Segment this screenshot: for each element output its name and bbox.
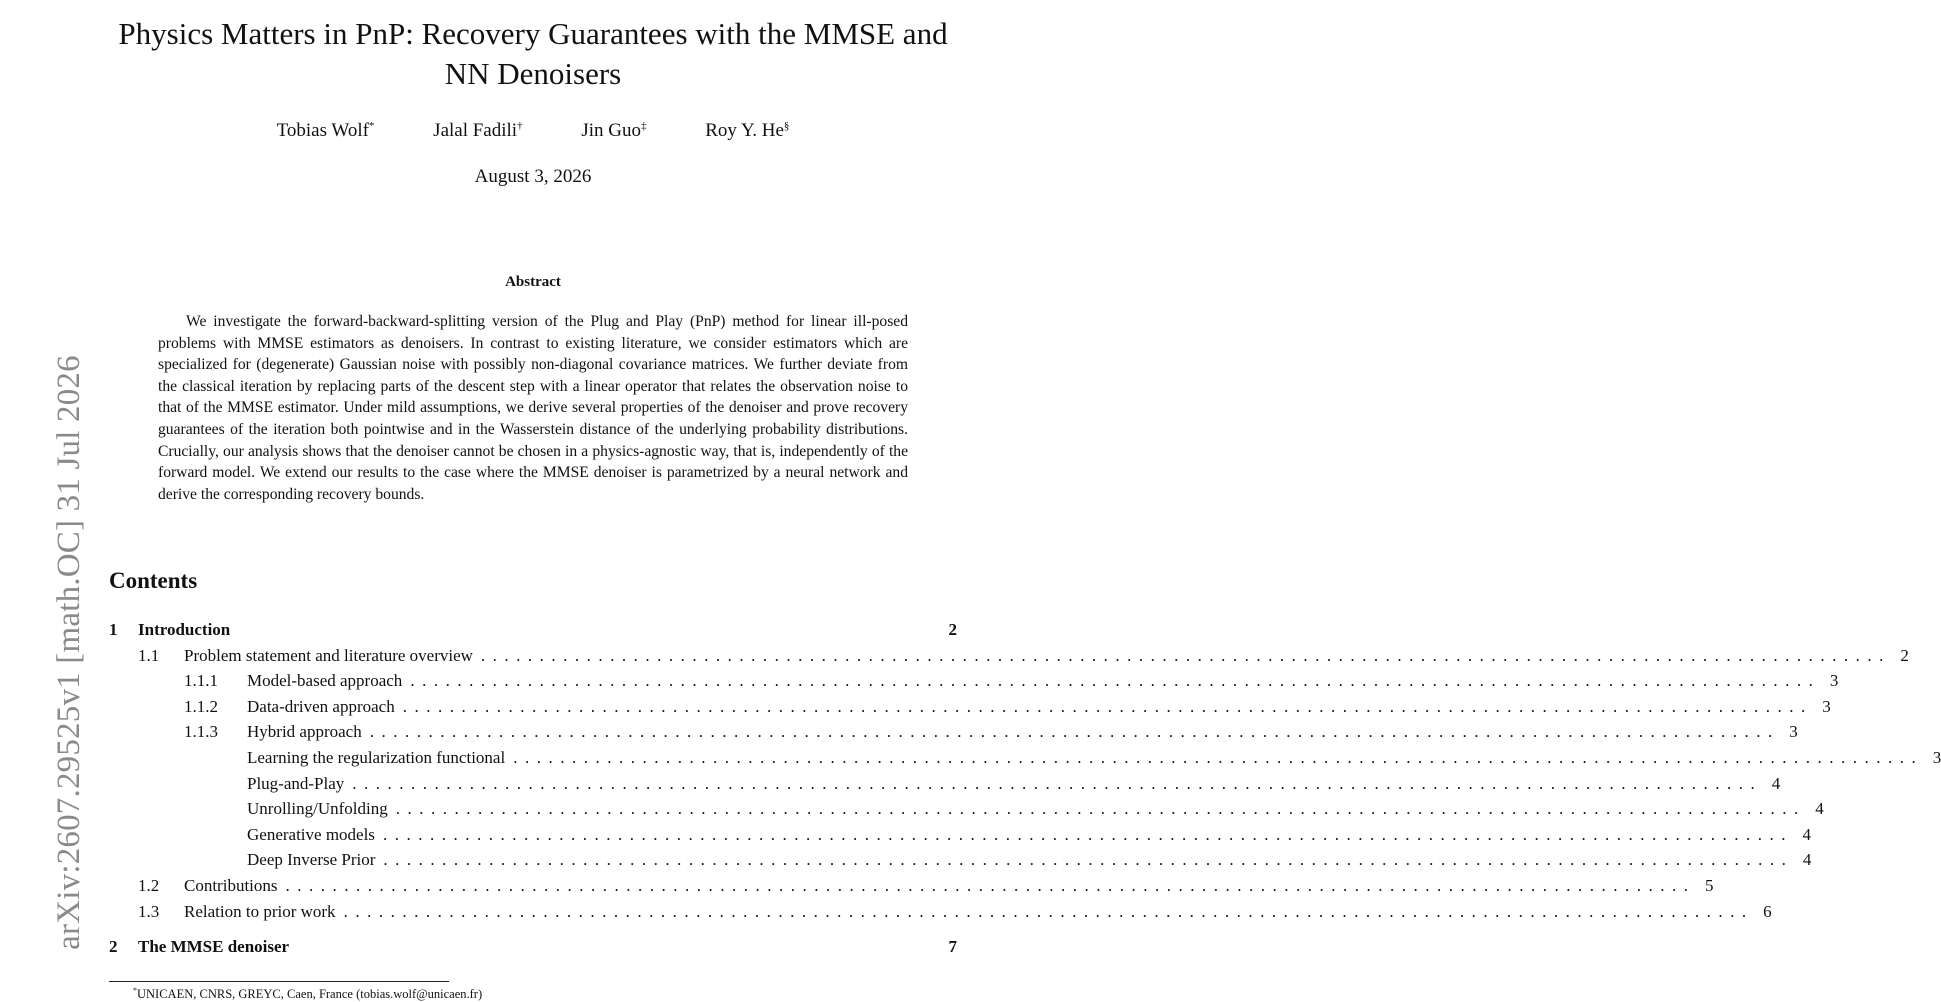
toc-subsection-entry[interactable] [109, 873, 1714, 899]
toc-leader-dots: ........................................................................................................................ [285, 875, 1696, 895]
toc-leader-dots: ........................................................................................................................ [369, 722, 1780, 742]
toc-entry-page[interactable]: 5 [1705, 875, 1714, 895]
publication-date: August 3, 2026 [474, 166, 592, 187]
toc-entry-label[interactable]: Introduction [138, 620, 231, 639]
toc-section-entry[interactable] [109, 934, 957, 960]
author-list [95, 118, 971, 144]
author-name: Jin Guo [581, 120, 641, 141]
arxiv-id: arXiv:2607.29525v1 [math.OC] 31 Jul 2026 [51, 355, 87, 950]
toc-subsection-entry[interactable] [109, 771, 1781, 797]
author [277, 118, 375, 144]
toc-entry-label[interactable]: Deep Inverse Prior [247, 850, 376, 870]
footnote-text: UNICAEN, CNRS, GREYC, Caen, France (tobias.wolf@unicaen.fr) [137, 987, 483, 1001]
toc-entry-label[interactable]: Generative models [247, 824, 375, 844]
toc-entry-label[interactable]: Unrolling/Unfolding [247, 799, 388, 819]
toc-leader-dots: ........................................................................................................................ [395, 799, 1806, 819]
toc-subsection-entry[interactable] [109, 694, 1831, 720]
author-name: Roy Y. He [705, 120, 784, 141]
toc-subsection-entry[interactable] [109, 719, 1798, 745]
toc-leader-dots: ........................................................................................................................ [410, 671, 1821, 691]
toc-entry-page[interactable]: 4 [1802, 850, 1812, 870]
toc-section-entry[interactable] [109, 617, 957, 643]
toc-subsection-entry[interactable] [109, 643, 1909, 669]
toc-entry-number: 1.2 [138, 875, 160, 895]
toc-entry-label[interactable]: Relation to prior work [184, 901, 336, 921]
contents-heading: Contents [109, 568, 198, 593]
abstract-heading: Abstract [505, 274, 561, 290]
author-name: Jalal Fadili [433, 120, 518, 141]
footnote-rule [109, 981, 449, 982]
toc-subsection-entry[interactable] [109, 668, 1839, 694]
toc-entry-label[interactable]: Data-driven approach [247, 696, 395, 716]
author [433, 118, 522, 144]
toc-leader-dots: ........................................................................................................................ [352, 773, 1763, 793]
toc-entry-page[interactable]: 2 [1900, 645, 1909, 665]
toc-entry-label[interactable]: The MMSE denoiser [138, 937, 290, 957]
toc-gap [109, 924, 957, 934]
toc-entry-number: 1.1 [138, 645, 160, 665]
toc-entry-page[interactable]: 4 [1771, 773, 1781, 793]
toc-entry-page[interactable]: 3 [1932, 747, 1941, 767]
toc-entry-page[interactable]: 6 [1763, 901, 1772, 921]
toc-entry-page[interactable]: 4 [1815, 799, 1824, 819]
author-mark: § [783, 120, 790, 132]
toc-leader-dots: ........................................................................................................................ [383, 850, 1794, 870]
toc-subsection-entry[interactable] [109, 796, 1824, 822]
author-mark: ‡ [640, 120, 647, 132]
toc-leader-dots: ........................................................................................................................ [402, 696, 1813, 716]
toc-entry-number: 1.1.3 [184, 722, 218, 742]
toc-entry-label[interactable]: Contributions [184, 875, 278, 895]
toc-entry-label[interactable]: Plug-and-Play [247, 773, 345, 793]
toc-entry-number: 1 [109, 620, 118, 639]
author [705, 118, 789, 144]
toc-entry-label[interactable]: Learning the regularization functional [247, 747, 506, 767]
toc-entry-label[interactable]: Model-based approach [247, 671, 403, 691]
toc-entry-number: 2 [109, 937, 118, 957]
author-mark: † [517, 120, 523, 132]
author [581, 118, 646, 144]
toc-leader-dots: ........................................................................................................................ [343, 901, 1754, 921]
toc-leader-dots: ........................................................................................................................ [382, 824, 1793, 844]
toc-entry-page[interactable]: 3 [1789, 722, 1798, 742]
footnote-mark: * [133, 986, 137, 995]
abstract-text: We investigate the forward-backward-splitting version of the Plug and Play (PnP) method for linear ill-posed problems with MMSE estimators as denoisers. In contrast to existing literature, we consider estimators which are specialized for (degenerate) Gaussian noise with possibly non-diagonal covariance matrices. We further deviate from the classical iteration by replacing parts of the descent step with a linear operator that relates the observation noise to that of the MMSE estimator. Under mild assumptions, we derive several properties of the denoiser and prove recovery guarantees of the iteration both pointwise and in the Wasserstein distance of the underlying probability distributions. Crucially, our analysis shows that the denoiser cannot be chosen in a physics-agnostic way, that is, independently of the forward model. We extend our results to the case where the MMSE denoiser is parametrized by a neural network and derive the corresponding recovery bounds. [158, 313, 908, 503]
toc-leader-dots: ........................................................................................................................ [480, 645, 1891, 665]
toc-entry-page[interactable]: 7 [948, 937, 957, 957]
toc-subsection-entry[interactable] [109, 745, 1941, 771]
toc-subsection-entry[interactable] [109, 847, 1812, 873]
toc-leader-dots: ........................................................................................................................ [513, 747, 1924, 767]
toc-entry-label[interactable]: Hybrid approach [247, 722, 362, 742]
toc-entry-number: 1.1.1 [184, 671, 218, 691]
toc-entry-number: 1.1.2 [184, 696, 218, 716]
footnote [133, 986, 482, 1002]
toc-entry-label[interactable]: Problem statement and literature overview [184, 645, 473, 665]
toc-entry-page[interactable]: 3 [1822, 696, 1831, 716]
toc-entry-page[interactable]: 2 [948, 620, 957, 639]
table-of-contents [109, 617, 1941, 960]
toc-entry-page[interactable]: 3 [1829, 671, 1839, 691]
paper-title: Physics Matters in PnP: Recovery Guarantees with the MMSE and NN Denoisers [118, 16, 948, 91]
author-mark: * [368, 120, 375, 132]
arxiv-stamp [0, 320, 87, 985]
toc-entry-page[interactable]: 4 [1802, 824, 1811, 844]
toc-entry-number: 1.3 [138, 901, 160, 921]
toc-subsection-entry[interactable] [109, 822, 1811, 848]
toc-subsection-entry[interactable] [109, 899, 1772, 925]
author-name: Tobias Wolf [276, 120, 369, 141]
